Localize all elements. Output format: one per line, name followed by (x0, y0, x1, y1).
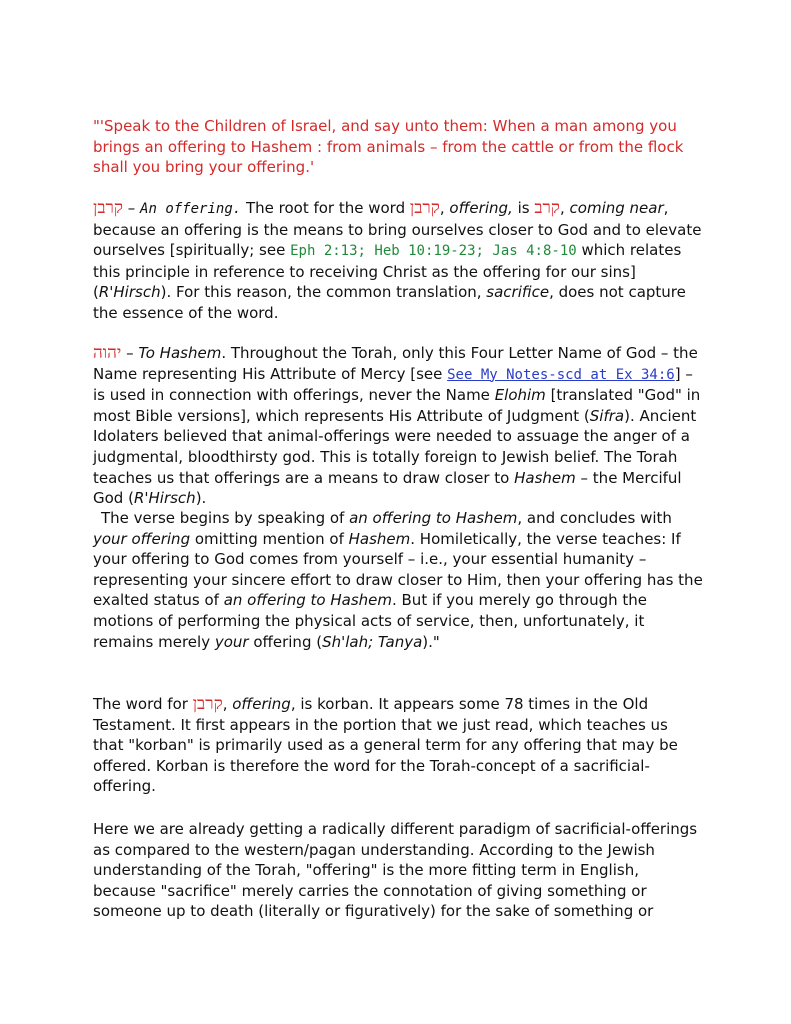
to-hashem-paragraph: יהוה – To Hashem. Throughout the Torah, only this Four Letter Name of God – the Name representing His Attribute of Mercy [see See My Notes-scd at Ex 34:6] – is used in connection with offerings, never the Name Elohim [translated "God" in most Bible versions], which represents His Attribute of Judgment (Sifra). Ancient Idolaters believed that animal-offerings were needed to assuage the anger of a judgmental, bloodthirsty god. This is totally foreign to Jewish belief. The Torah teaches us that offerings are a means to draw closer to Hashem – the Merciful God (R'Hirsch). (93, 343, 701, 508)
notes-link[interactable]: See My Notes-scd at Ex 34:6 (447, 366, 675, 383)
hebrew-tetragrammaton: יהוה (93, 343, 122, 363)
korban-paragraph: The word for קרבן, offering, is korban. It appears some 78 times in the Old Testament. It first appears in the portion that we just read, which teaches us that "korban" is primarily used as a general term for any offering that may be offered. Korban is therefore the word for the Torah-concept of a sacrificial-offering. (93, 694, 678, 796)
hebrew-korban: קרבן (93, 198, 123, 218)
quote-paragraph: "'Speak to the Children of Israel, and say unto them: When a man among you brings an offering to Hashem : from animals – from the cattle or from the flock shall you bring your offering.' (93, 117, 684, 177)
term-an-offering: An offering. (140, 201, 242, 217)
scripture-references: Eph 2:13; Heb 10:19-23; Jas 4:8-10 (290, 243, 577, 260)
homiletic-paragraph: The verse begins by speaking of an offering to Hashem, and concludes with your offering omitting mention of Hashem. Homiletically, the verse teaches: If your offering to God comes from yourself – i.e., your essential humanity – representing your sincere effort to draw closer to Him, then your offering has the exalted status of an offering to Hashem. But if you merely go through the motions of performing the physical acts of service, then, unfortunately, it remains merely your offering (Sh'lah; Tanya)." (93, 509, 703, 651)
hebrew-karav: קרב (534, 198, 560, 218)
paradigm-paragraph: Here we are already getting a radically different paradigm of sacrificial-offerings as compared to the western/pagan understanding. According to the Jewish understanding of the Torah, "offering" is the more fitting term in English, because "sacrifice" merely carries the connotation of giving something or someone up to death (literally or figuratively) for the sake of something or (93, 820, 698, 921)
offering-definition-paragraph: קרבן – An offering. The root for the word קרבן, offering, is קרב, coming near, because an offering is the means to bring ourselves closer to God and to elevate ourselves [spiritually; see Eph 2:13; Heb 10:19-23; Jas 4:8-10 which relates this principle in reference to receiving Christ as the offering for our sins] (R'Hirsch). For this reason, the common translation, sacrifice, does not capture the essence of the word. (93, 198, 702, 322)
